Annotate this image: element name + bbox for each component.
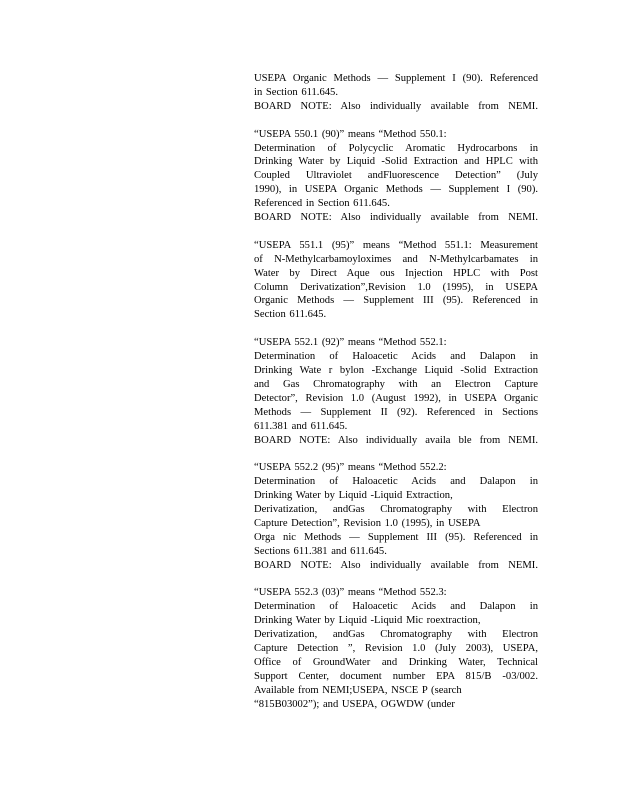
text-line: USEPA Organic Methods — Supplement I (90). Referenced [254, 73, 538, 84]
text-line: Referenced in Section 611.645. [254, 198, 390, 210]
text-line: Drinking Wate r bylon -Exchange Liquid -Solid Extraction [254, 364, 538, 376]
text-line: Section 611.645. [254, 309, 327, 321]
text-line: Orga nic Methods — Supplement III (95). Referenced in [254, 531, 538, 543]
text-line: Sections 611.381 and 611.645. [254, 545, 387, 557]
paragraph [254, 586, 538, 711]
paragraph [254, 336, 538, 447]
text-line: Determination of Polycyclic Aromatic Hydrocarbons in [254, 142, 538, 154]
text-line: Office of GroundWater and Drinking Water, Technical [254, 656, 538, 668]
text-line: “815B03002”); and USEPA, OGWDW (under [254, 698, 455, 710]
paragraph [254, 72, 538, 114]
paragraph [254, 461, 538, 572]
text-line: Determination of Haloacetic Acids and Dalapon in [254, 351, 538, 363]
text-line: Determination of Haloacetic Acids and Dalapon in [254, 601, 538, 613]
text-line: Derivatization, andGas Chromatography with Electron [254, 504, 538, 516]
text-line: “USEPA 552.1 (92)” means “Method 552.1: [254, 337, 447, 349]
text-line: and Gas Chromatography with an Electron Capture [254, 378, 538, 390]
text-line: in Section 611.645. [254, 86, 338, 98]
text-column [254, 72, 538, 726]
text-line: Drinking Water by Liquid -Solid Extraction and HPLC with [254, 156, 538, 168]
paragraph [254, 239, 538, 322]
text-line: Support Center, document number EPA 815/B -03/002. [254, 670, 538, 682]
text-line: Available from NEMI;USEPA, NSCE P (search [254, 684, 462, 696]
text-line: of N-Methylcarbamoyloximes and N-Methylcarbamates in [254, 253, 538, 265]
text-line: “USEPA 552.2 (95)” means “Method 552.2: [254, 462, 447, 474]
text-line: Capture Detection ”, Revision 1.0 (July 2003), USEPA, [254, 643, 538, 655]
text-line: “USEPA 550.1 (90)” means “Method 550.1: [254, 128, 447, 140]
text-line: Coupled Ultraviolet andFluorescence Detection” (July [254, 170, 538, 182]
text-line: Drinking Water by Liquid -Liquid Extraction, [254, 490, 453, 502]
text-line: BOARD NOTE: Also individually available from NEMI. [254, 100, 538, 112]
text-line: 611.381 and 611.645. [254, 420, 348, 432]
text-line: Column Derivatization”,Revision 1.0 (1995), in USEPA [254, 281, 538, 293]
text-line: 1990), in USEPA Organic Methods — Supplement I (90). [254, 184, 538, 196]
text-line: BOARD NOTE: Also individually availa ble from NEMI. [254, 434, 538, 446]
text-line: BOARD NOTE: Also individually available from NEMI. [254, 559, 538, 571]
text-line: Capture Detection”, Revision 1.0 (1995), in USEPA [254, 517, 481, 529]
text-line: “USEPA 552.3 (03)” means “Method 552.3: [254, 587, 447, 599]
text-line: Drinking Water by Liquid -Liquid Mic roextraction, [254, 615, 481, 627]
text-line: Detector”, Revision 1.0 (August 1992), in USEPA Organic [254, 392, 538, 404]
text-line: Water by Direct Aque ous Injection HPLC with Post [254, 267, 538, 279]
text-line: “USEPA 551.1 (95)” means “Method 551.1: Measurement [254, 239, 538, 251]
paragraph [254, 128, 538, 225]
text-line: Organic Methods — Supplement III (95). Referenced in [254, 295, 538, 307]
text-line: BOARD NOTE: Also individually available from NEMI. [254, 212, 538, 224]
text-line: Derivatization, andGas Chromatography with Electron [254, 629, 538, 641]
text-line: Determination of Haloacetic Acids and Dalapon in [254, 476, 538, 488]
text-line: Methods — Supplement II (92). Referenced in Sections [254, 406, 538, 418]
